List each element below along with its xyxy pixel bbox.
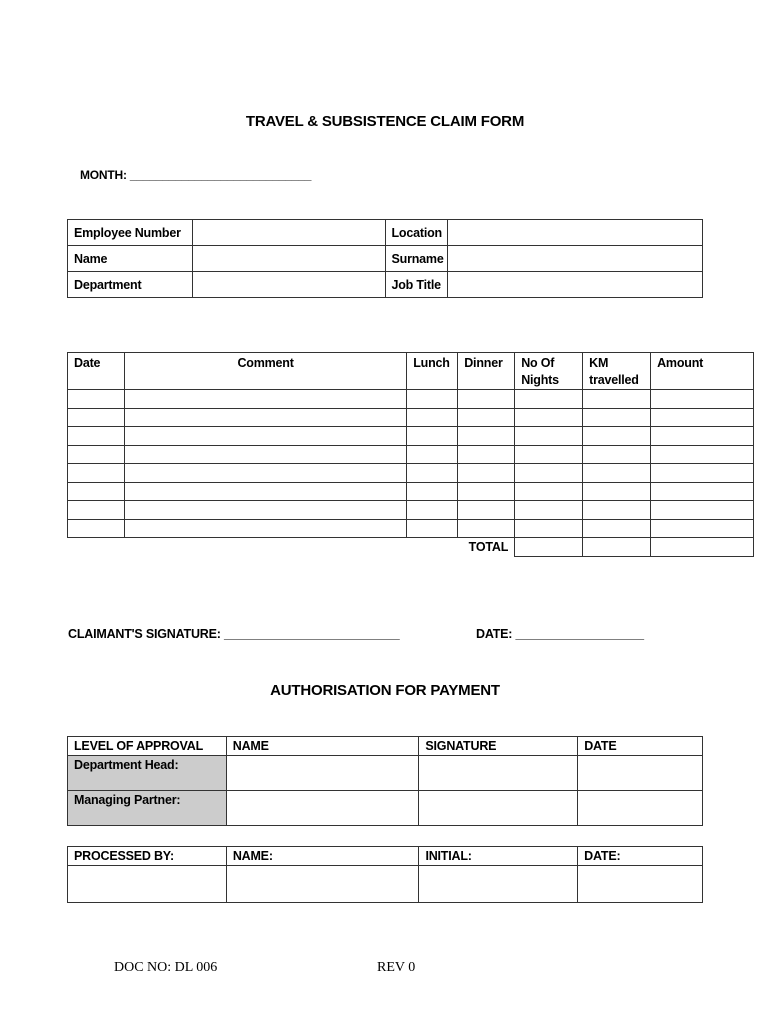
- table-row: [68, 445, 754, 464]
- processed-by-header: PROCESSED BY:: [68, 847, 227, 866]
- table-row: [68, 246, 703, 272]
- date-cell[interactable]: [68, 464, 125, 483]
- table-row: [68, 791, 703, 826]
- surname-field[interactable]: [448, 246, 703, 272]
- km-cell[interactable]: [583, 408, 651, 427]
- dinner-cell[interactable]: [458, 427, 515, 446]
- table-row: [68, 501, 754, 520]
- km-cell[interactable]: [583, 501, 651, 520]
- nights-cell[interactable]: [515, 445, 583, 464]
- dinner-cell[interactable]: [458, 408, 515, 427]
- table-row: [68, 519, 754, 538]
- dinner-cell[interactable]: [458, 519, 515, 538]
- comment-cell[interactable]: [124, 408, 406, 427]
- total-row: [68, 538, 754, 557]
- lunch-cell[interactable]: [407, 501, 458, 520]
- month-field[interactable]: MONTH: ____________________________: [80, 168, 312, 182]
- table-row: [68, 482, 754, 501]
- processed-initial-header: INITIAL:: [419, 847, 578, 866]
- nights-header-line2: Nights: [521, 373, 559, 387]
- processed-name-header: NAME:: [226, 847, 419, 866]
- lunch-cell[interactable]: [407, 390, 458, 409]
- name-field[interactable]: [192, 246, 385, 272]
- dinner-cell[interactable]: [458, 464, 515, 483]
- table-row: [68, 427, 754, 446]
- location-label: Location: [385, 220, 448, 246]
- comment-cell[interactable]: [124, 445, 406, 464]
- dinner-header: Dinner: [458, 353, 515, 390]
- date-cell[interactable]: [68, 427, 125, 446]
- dinner-cell[interactable]: [458, 390, 515, 409]
- comment-header: Comment: [124, 353, 406, 390]
- nights-cell[interactable]: [515, 519, 583, 538]
- department-head-signature-field[interactable]: [419, 756, 578, 791]
- km-cell[interactable]: [583, 427, 651, 446]
- approval-date-header: DATE: [578, 737, 703, 756]
- approval-table: [67, 736, 703, 826]
- processed-name-field[interactable]: [226, 866, 419, 903]
- comment-cell[interactable]: [124, 482, 406, 501]
- total-label: TOTAL: [468, 540, 509, 554]
- date-cell[interactable]: [68, 519, 125, 538]
- lunch-header: Lunch: [407, 353, 458, 390]
- job-title-field[interactable]: [448, 272, 703, 298]
- table-row: [68, 272, 703, 298]
- lunch-cell[interactable]: [407, 519, 458, 538]
- claims-header-row: [68, 353, 754, 390]
- date-cell[interactable]: [68, 408, 125, 427]
- claimant-date-field[interactable]: DATE: ___________________: [476, 627, 644, 641]
- processed-date-field[interactable]: [578, 866, 703, 903]
- department-head-date-field[interactable]: [578, 756, 703, 791]
- date-header: Date: [68, 353, 125, 390]
- claims-table: [67, 352, 754, 557]
- processed-date-header: DATE:: [578, 847, 703, 866]
- dinner-cell[interactable]: [458, 445, 515, 464]
- processed-initial-field[interactable]: [419, 866, 578, 903]
- processed-by-field[interactable]: [68, 866, 227, 903]
- table-row: [68, 408, 754, 427]
- managing-partner-date-field[interactable]: [578, 791, 703, 826]
- km-cell[interactable]: [583, 464, 651, 483]
- nights-cell[interactable]: [515, 464, 583, 483]
- nights-cell[interactable]: [515, 390, 583, 409]
- comment-cell[interactable]: [124, 427, 406, 446]
- table-row: [68, 866, 703, 903]
- date-cell[interactable]: [68, 445, 125, 464]
- lunch-cell[interactable]: [407, 482, 458, 501]
- total-nights-cell[interactable]: [515, 538, 583, 557]
- managing-partner-signature-field[interactable]: [419, 791, 578, 826]
- amount-cell[interactable]: [651, 445, 754, 464]
- dinner-cell[interactable]: [458, 501, 515, 520]
- table-row: [68, 756, 703, 791]
- date-cell[interactable]: [68, 390, 125, 409]
- lunch-cell[interactable]: [407, 427, 458, 446]
- department-label: Department: [68, 272, 193, 298]
- revision: REV 0: [377, 960, 416, 975]
- date-cell[interactable]: [68, 482, 125, 501]
- lunch-cell[interactable]: [407, 464, 458, 483]
- table-row: [68, 390, 754, 409]
- comment-cell[interactable]: [124, 501, 406, 520]
- approval-signature-header: SIGNATURE: [419, 737, 578, 756]
- managing-partner-label: Managing Partner:: [68, 791, 227, 826]
- name-label: Name: [68, 246, 193, 272]
- employee-number-label: Employee Number: [68, 220, 193, 246]
- employee-number-field[interactable]: [192, 220, 385, 246]
- table-row: [68, 220, 703, 246]
- processed-table: [67, 846, 703, 903]
- amount-cell[interactable]: [651, 482, 754, 501]
- table-row: [68, 464, 754, 483]
- approval-header-row: [68, 737, 703, 756]
- lunch-cell[interactable]: [407, 408, 458, 427]
- nights-cell[interactable]: [515, 408, 583, 427]
- level-of-approval-header: LEVEL OF APPROVAL: [68, 737, 227, 756]
- doc-number: DOC NO: DL 006: [114, 960, 218, 975]
- km-header-line1: KM: [589, 356, 609, 370]
- amount-cell[interactable]: [651, 427, 754, 446]
- km-header: [583, 353, 651, 390]
- amount-cell[interactable]: [651, 501, 754, 520]
- department-head-label: Department Head:: [68, 756, 227, 791]
- km-cell[interactable]: [583, 482, 651, 501]
- total-km-cell[interactable]: [583, 538, 651, 557]
- lunch-cell[interactable]: [407, 445, 458, 464]
- managing-partner-name-field[interactable]: [226, 791, 419, 826]
- amount-cell[interactable]: [651, 408, 754, 427]
- location-field[interactable]: [448, 220, 703, 246]
- form-title: TRAVEL & SUBSISTENCE CLAIM FORM: [245, 113, 525, 130]
- amount-cell[interactable]: [651, 464, 754, 483]
- processed-header-row: [68, 847, 703, 866]
- comment-cell[interactable]: [124, 519, 406, 538]
- employee-details-table: [67, 219, 703, 298]
- amount-header: Amount: [651, 353, 754, 390]
- comment-cell[interactable]: [124, 390, 406, 409]
- nights-cell[interactable]: [515, 427, 583, 446]
- amount-cell[interactable]: [651, 390, 754, 409]
- km-cell[interactable]: [583, 390, 651, 409]
- nights-cell[interactable]: [515, 482, 583, 501]
- claimant-signature-field[interactable]: CLAIMANT'S SIGNATURE: __________________________: [68, 627, 400, 641]
- job-title-label: Job Title: [385, 272, 448, 298]
- nights-header: [515, 353, 583, 390]
- department-head-name-field[interactable]: [226, 756, 419, 791]
- nights-header-line1: No Of: [521, 356, 555, 370]
- dinner-cell[interactable]: [458, 482, 515, 501]
- department-field[interactable]: [192, 272, 385, 298]
- authorisation-title: AUTHORISATION FOR PAYMENT: [270, 682, 500, 699]
- km-cell[interactable]: [583, 519, 651, 538]
- approval-name-header: NAME: [226, 737, 419, 756]
- nights-cell[interactable]: [515, 501, 583, 520]
- date-cell[interactable]: [68, 501, 125, 520]
- amount-cell[interactable]: [651, 519, 754, 538]
- surname-label: Surname: [385, 246, 448, 272]
- total-amount-cell[interactable]: [651, 538, 754, 557]
- comment-cell[interactable]: [124, 464, 406, 483]
- km-cell[interactable]: [583, 445, 651, 464]
- km-header-line2: travelled: [589, 373, 639, 387]
